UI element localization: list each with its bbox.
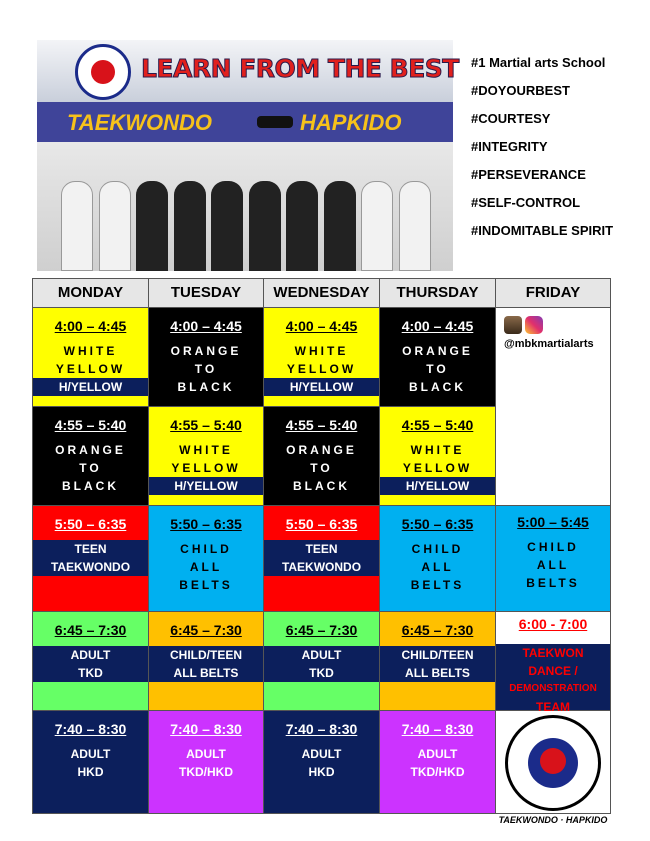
black-belt-icon <box>257 116 293 128</box>
day-header-thursday: THURSDAY <box>380 279 496 308</box>
camera-icon <box>504 316 522 334</box>
class-slot: 4:00 – 4:45 WHITE YELLOW H/YELLOW <box>33 308 148 406</box>
friday-logo-cell <box>496 715 610 825</box>
class-slot: 5:50 – 6:35 TEEN TAEKWONDO <box>264 506 379 604</box>
class-slot: 4:55 – 5:40 WHITE YELLOW H/YELLOW <box>380 407 495 505</box>
day-header-monday: MONDAY <box>33 279 149 308</box>
school-logo <box>505 715 601 811</box>
class-slot: 4:00 – 4:45 ORANGE TO BLACK <box>170 318 242 394</box>
banner-taekwondo: TAEKWONDO <box>67 110 213 135</box>
class-slot: 7:40 – 8:30 ADULT TKD/HKD <box>170 721 242 779</box>
class-slot: 6:45 – 7:30 ADULT TKD <box>264 612 379 710</box>
hashtag: #SELF-CONTROL <box>471 195 581 210</box>
day-header-friday: FRIDAY <box>496 279 611 308</box>
class-slot: 4:00 – 4:45 WHITE YELLOW H/YELLOW <box>264 308 379 406</box>
hashtag: #COURTESY <box>471 111 551 126</box>
instagram-icon <box>525 316 543 334</box>
day-header-wednesday: WEDNESDAY <box>264 279 380 308</box>
friday-instagram <box>496 308 610 472</box>
class-slot: 6:45 – 7:30 CHILD/TEEN ALL BELTS <box>149 612 263 710</box>
day-header-tuesday: TUESDAY <box>149 279 264 308</box>
class-slot: 6:45 – 7:30 ADULT TKD <box>33 612 148 710</box>
class-slot: 4:55 – 5:40 ORANGE TO BLACK <box>285 417 358 493</box>
class-slot: 4:55 – 5:40 ORANGE TO BLACK <box>54 417 127 493</box>
hashtag: #1 Martial arts School <box>471 55 606 70</box>
school-logo <box>75 44 131 100</box>
logo-subtitle: TAEKWONDO · HAPKIDO <box>498 815 608 825</box>
class-slot: 6:45 – 7:30 CHILD/TEEN ALL BELTS <box>380 612 495 710</box>
instructors-group <box>61 165 431 271</box>
hashtag: #PERSEVERANCE <box>471 167 586 182</box>
hashtag: #INTEGRITY <box>471 139 548 154</box>
class-slot: 4:00 – 4:45 ORANGE TO BLACK <box>401 318 474 394</box>
class-slot: 7:40 – 8:30 ADULT HKD <box>54 721 127 779</box>
hashtag-list <box>471 53 613 249</box>
friday-class-child: 5:00 – 5:45 CHILD ALL BELTS <box>517 514 589 590</box>
header-banner <box>37 40 459 271</box>
friday-class-dance: 6:00 - 7:00 TAEKWON DANCE / DEMONSTRATION TEAM <box>496 612 610 710</box>
class-slot: 7:40 – 8:30 ADULT TKD/HKD <box>401 721 474 779</box>
banner-hapkido: HAPKIDO <box>300 110 402 135</box>
class-slot: 4:55 – 5:40 WHITE YELLOW H/YELLOW <box>149 407 263 505</box>
class-slot: 5:50 – 6:35 TEEN TAEKWONDO <box>33 506 148 604</box>
banner-headline: LEARN FROM THE BEST <box>141 54 459 83</box>
class-slot: 5:50 – 6:35 CHILD ALL BELTS <box>170 516 242 592</box>
class-slot: 7:40 – 8:30 ADULT HKD <box>285 721 358 779</box>
hashtag: #INDOMITABLE SPIRIT <box>471 223 614 238</box>
class-slot: 5:50 – 6:35 CHILD ALL BELTS <box>401 516 474 592</box>
instagram-handle[interactable]: @mbkmartialarts <box>504 338 594 350</box>
hashtag: #DOYOURBEST <box>471 83 570 98</box>
class-schedule-table <box>32 278 611 825</box>
